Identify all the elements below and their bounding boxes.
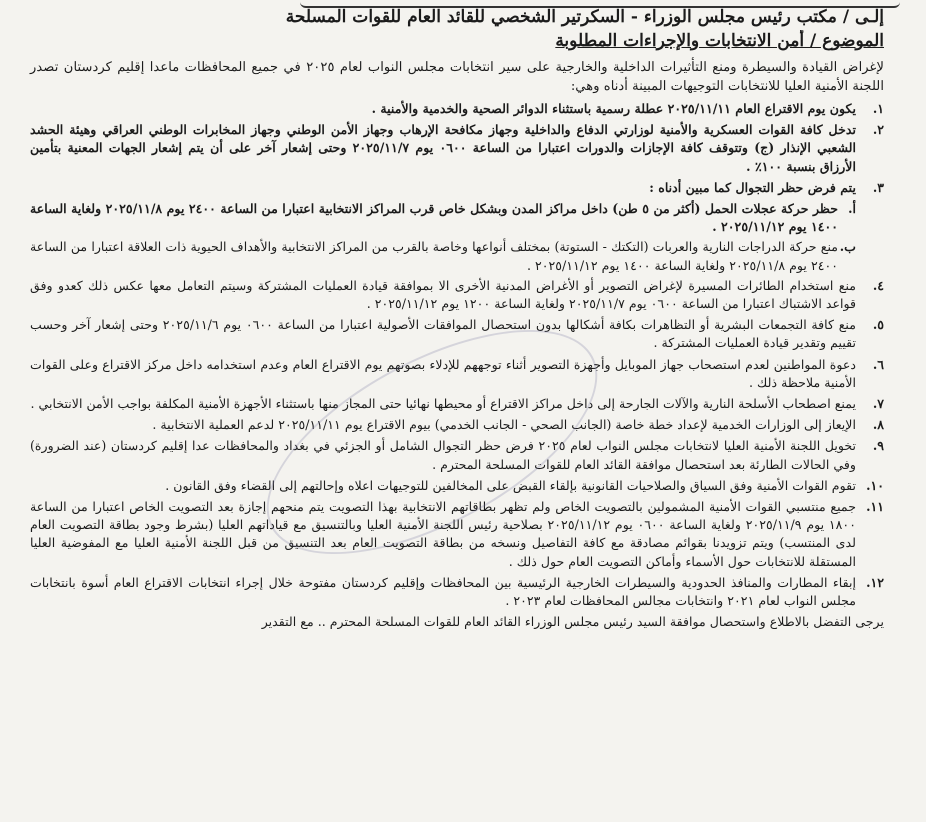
item-number: ٦. (872, 356, 884, 372)
item-text: جميع منتسبي القوات الأمنية المشمولين بالتصويت الخاص ولم تظهر بطاقاتهم الانتخابية بهذا التصويت يتم منحهم إجازة بعد التصويت الخاص اعتبارا من الساعة ١٨٠٠ يوم ٢٠٢٥/١١/٩ ولغاية الساعة ٠٦٠٠ يوم ٢٠٢٥/١١/١٢ بصلاحية رئيس اللجنة الأمنية العليا وبالتنسيق مع قياداتهم العليا (بشرط وجود بطاقة التصويت العام لدى المنتسب) ويتم تزويدنا بقوائم مصادقة مع كافة التفاصيل ونسخه من بطاقة التصويت العام بعد التنسيق من قبل اللجنة الأمنية العليا مع المفوضية العليا المستقلة للانتخابات حول الأسماء وأماكن التصويت العام حول ذلك . (30, 499, 856, 569)
list-item (30, 574, 884, 610)
item-number: ١١. (866, 499, 884, 515)
item-text: الإيعاز إلى الوزارات الخدمية لإعداد خطة خاصة (الجانب الصحي - الجانب الخدمي) بيوم الاقتراع يوم ٢٠٢٥/١١/١١ لدعم العملية الانتخابية . (152, 417, 856, 433)
item-text: منع كافة التجمعات البشرية أو التظاهرات بكافة أشكالها بدون استحصال الموافقات الأصولية اعتبارا من الساعة ٠٦٠٠ يوم ٢٠٢٥/١١/٦ وحتى إشعار آخر وحسب تقييم وتقدير قيادة العمليات المشتركة . (30, 317, 856, 351)
list-item (30, 356, 884, 392)
subitem-number: أ. (848, 201, 856, 217)
item-number: ١. (872, 101, 884, 116)
sub-list-item (30, 238, 884, 274)
list-item (30, 316, 884, 352)
closing-line: يرجى التفضل بالاطلاع واستحصال موافقة السيد رئيس مجلس الوزراء القائد العام للقوات المسلحة المحترم .. مع التقدير (261, 614, 884, 630)
directives-list (30, 100, 884, 610)
list-item (30, 179, 884, 197)
item-text: يمنع اصطحاب الأسلحة النارية والآلات الجارحة إلى داخل مراكز الاقتراع أو محيطها نهائيا حتى المجاز منها باستثناء الأجهزة الأمنية المكلفة بواجب الأمن الانتخابي . (30, 396, 856, 412)
item-number: ٤. (872, 277, 884, 293)
item-number: ٨. (872, 417, 884, 433)
sub-list-item (30, 200, 884, 236)
item-text: يكون يوم الاقتراع العام ٢٠٢٥/١١/١١ عطلة رسمية باستثناء الدوائر الصحية والخدمية والأمنية . (371, 101, 856, 116)
intro-paragraph: لإغراض القيادة والسيطرة ومنع التأثيرات الداخلية والخارجية على سير انتخابات مجلس النواب لعام ٢٠٢٥ في جميع المحافظات ماعدا إقليم كردستان تصدر اللجنة الأمنية العليا للانتخابات التوجيهات المبينة أدناه وهي: (30, 60, 884, 94)
item-number: ٥. (872, 317, 884, 333)
item-text: منع استخدام الطائرات المسيرة لإغراض التصوير أو الأغراض المدنية الأخرى الا بموافقة قيادة العمليات المشتركة وسيتم التعامل معها عكس ذلك كعدو وفق قواعد الاشتباك اعتبارا من الساعة ٠٦٠٠ يوم ٢٠٢٥/١١/٧ ولغاية الساعة ١٢٠٠ يوم ٢٠٢٥/١١/١٢ . (30, 277, 857, 312)
item-text: تخويل اللجنة الأمنية العليا لانتخابات مجلس النواب لعام ٢٠٢٥ فرض حظر التجوال الشامل أو الجزئي في بغداد والمحافظات عدا إقليم كردستان (عند الضرورة) وفي الحالات الطارئة بعد استحصال موافقة القائد العام للقوات المسلحة المحترم . (30, 438, 856, 472)
list-item (30, 498, 884, 571)
list-item (30, 416, 884, 434)
recipient-line: إلـى / مكتب رئيس مجلس الوزراء - السكرتير الشخصي للقائد العام للقوات المسلحة (285, 7, 884, 27)
list-item (30, 277, 884, 313)
list-item (30, 437, 884, 473)
item-text: إبقاء المطارات والمنافذ الحدودية والسيطرات الخارجية الرئيسية بين المحافظات وإقليم كردستان مفتوحة خلال إجراء انتخابات الاقتراع العام أسوة بانتخابات مجلس النواب لعام ٢٠٢١ وانتخابات مجالس المحافظات لعام ٢٠٢٣ . (30, 574, 856, 609)
subitem-text: منع حركة الدراجات النارية والعربات (التكتك - الستوتة) بمختلف أنواعها وخاصة بالقرب من المراكز الانتخابية والأهداف الحيوية ذات العلاقة اعتبارا من الساعة ٢٤٠٠ يوم ٢٠٢٥/١١/٨ ولغاية الساعة ١٤٠٠ يوم ٢٠٢٥/١١/١٢ . (30, 239, 838, 273)
subitem-text: حظر حركة عجلات الحمل (أكثر من ٥ طن) داخل مراكز المدن وبشكل خاص قرب المراكز الانتخابية اعتبارا من الساعة ٢٤٠٠ يوم ٢٠٢٥/١١/٨ ولغاية الساعة ١٤٠٠ يوم ٢٠٢٥/١١/١٢ . (30, 201, 839, 235)
subject-line (30, 30, 884, 52)
item-text: تقوم القوات الأمنية وفق السياق والصلاحيات القانونية بإلقاء القبض على المخالفين للتوجيهات اعلاه وإحالتهم إلى القضاء وفق القانون . (165, 477, 856, 493)
list-item (30, 477, 884, 495)
item-number: ٩. (872, 438, 884, 454)
item-number: ٣. (872, 179, 884, 195)
subitem-number: ب. (839, 239, 856, 255)
item-text: يتم فرض حظر التجوال كما مبين أدناه : (649, 179, 856, 195)
item-text: دعوة المواطنين لعدم استصحاب جهاز الموبايل وأجهزة التصوير أثناء توجههم للإدلاء بصوتهم يوم الاقتراع العام وعدم استخدامه داخل مركز الاقتراع وعلى القوات الأمنية ملاحظة ذلك . (30, 356, 856, 390)
list-item (30, 121, 884, 176)
item-number: ٧. (872, 396, 884, 412)
list-item (30, 395, 884, 413)
item-text: تدخل كافة القوات العسكرية والأمنية لوزارتي الدفاع والداخلية وجهاز مكافحة الإرهاب وجهاز الأمن الوطني وجهاز المخابرات الوطني العراقي وهيئة الحشد الشعبي الإنذار (ج) وتتوقف كافة الإجازات والدورات اعتبارا من الساعة ٠٦٠٠ يوم ٢٠٢٥/١١/٧ وحتى إشعار آخر على أن يتم إشعار الجهات المعنية بتأمين الأرزاق بنسبة ١٠٠٪ . (30, 122, 857, 174)
item-number: ٢. (872, 122, 884, 138)
subject-text: الموضوع / أمن الانتخابات والإجراءات المطلوبة (555, 31, 884, 51)
item-number: ١٢. (866, 574, 884, 590)
header-rule (300, 0, 900, 8)
list-item (30, 100, 884, 118)
item-number: ١٠. (866, 477, 884, 493)
